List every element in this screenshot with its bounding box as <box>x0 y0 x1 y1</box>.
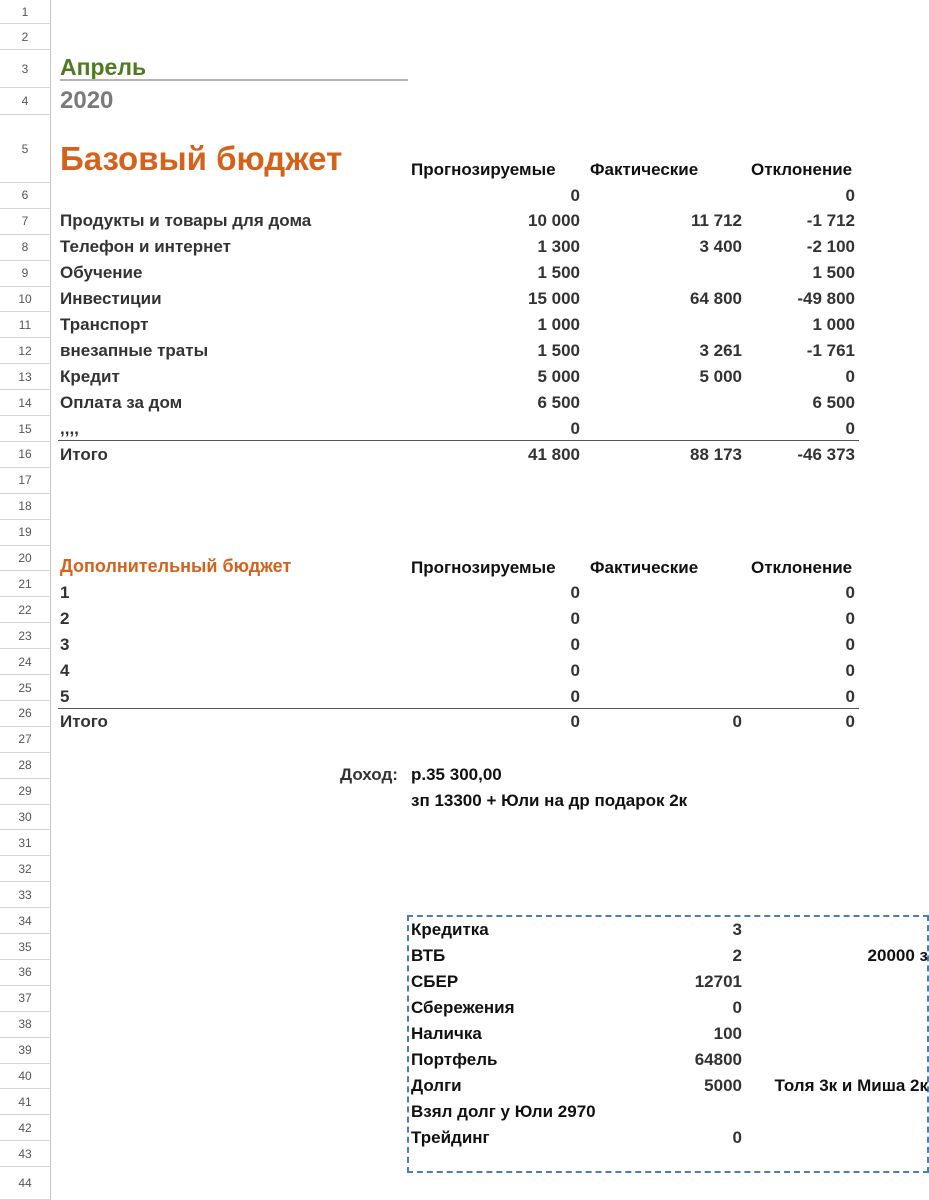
deviation-value[interactable]: 1 000 <box>812 315 855 334</box>
row-number[interactable]: 5 <box>0 115 50 183</box>
row-number[interactable]: 22 <box>0 597 50 623</box>
month-label: Апрель <box>60 54 147 80</box>
row-number[interactable]: 26 <box>0 701 50 727</box>
account-label[interactable]: Сбережения <box>411 998 515 1017</box>
column-header-actual: Фактические <box>590 160 699 179</box>
row-number[interactable]: 14 <box>0 390 50 416</box>
planned-value[interactable]: 15 000 <box>528 289 580 308</box>
planned-value[interactable]: 0 <box>570 419 580 438</box>
planned-value[interactable]: 1 000 <box>537 315 580 334</box>
row-number[interactable]: 39 <box>0 1038 50 1064</box>
account-value[interactable]: 2 <box>732 946 742 965</box>
account-label[interactable]: Кредитка <box>411 920 489 939</box>
row-number[interactable]: 7 <box>0 209 50 235</box>
planned-value[interactable]: 0 <box>570 583 580 602</box>
planned-value[interactable]: 1 300 <box>537 237 580 256</box>
account-value[interactable]: 100 <box>713 1024 742 1043</box>
row-number[interactable]: 15 <box>0 416 50 442</box>
total-label[interactable]: Итого <box>60 445 108 464</box>
planned-value[interactable]: 0 <box>570 687 580 706</box>
category-label[interactable]: Оплата за дом <box>60 393 183 412</box>
deviation-value[interactable]: 0 <box>845 661 855 680</box>
deviation-value[interactable]: -2 100 <box>806 237 855 256</box>
extra-row-label[interactable]: 2 <box>60 609 70 628</box>
row-number[interactable]: 36 <box>0 960 50 986</box>
row-number[interactable]: 2 <box>0 24 50 50</box>
row-number[interactable]: 40 <box>0 1064 50 1090</box>
category-label[interactable]: ,,,, <box>60 419 79 438</box>
extra-column-header-deviation: Отклонение <box>751 558 853 577</box>
planned-value[interactable]: 1 500 <box>537 341 580 360</box>
row-number[interactable]: 9 <box>0 261 50 287</box>
row-number[interactable]: 38 <box>0 1012 50 1038</box>
extra-row-label[interactable]: 1 <box>60 583 70 602</box>
row-number[interactable]: 33 <box>0 882 50 908</box>
deviation-value[interactable]: 6 500 <box>812 393 855 412</box>
category-label[interactable]: Инвестиции <box>60 289 162 308</box>
extra-column-header-actual: Фактические <box>590 558 699 577</box>
row-number[interactable]: 12 <box>0 338 50 364</box>
row-number[interactable]: 8 <box>0 235 50 261</box>
account-label[interactable]: ВТБ <box>411 946 446 965</box>
actual-value[interactable]: 64 800 <box>690 289 742 308</box>
row-number[interactable]: 23 <box>0 623 50 649</box>
planned-value[interactable]: 0 <box>570 661 580 680</box>
extra-row-label[interactable]: 4 <box>60 661 70 680</box>
category-label[interactable]: Телефон и интернет <box>60 237 231 256</box>
row-number[interactable]: 3 <box>0 50 50 88</box>
month-underline <box>60 79 408 81</box>
row-number[interactable]: 29 <box>0 779 50 805</box>
account-value[interactable]: 3 <box>732 920 742 939</box>
row-number[interactable]: 44 <box>0 1167 50 1200</box>
total-planned[interactable]: 0 <box>570 712 580 731</box>
row-header-column <box>0 0 51 1200</box>
row-number[interactable]: 11 <box>0 313 50 339</box>
base-total-divider <box>58 440 859 441</box>
category-label[interactable]: Продукты и товары для дома <box>60 211 312 230</box>
row-number[interactable]: 17 <box>0 468 50 494</box>
row-number[interactable]: 42 <box>0 1115 50 1141</box>
deviation-value[interactable]: 1 500 <box>812 263 855 282</box>
row-number[interactable]: 28 <box>0 753 50 779</box>
account-label[interactable]: Трейдинг <box>411 1128 490 1147</box>
account-value[interactable]: 5000 <box>704 1076 742 1095</box>
income-value[interactable]: р.35 300,00 <box>411 765 502 784</box>
row-number[interactable]: 32 <box>0 856 50 882</box>
row-number[interactable]: 27 <box>0 727 50 753</box>
row-number[interactable]: 31 <box>0 831 50 857</box>
actual-value[interactable]: 3 261 <box>699 341 742 360</box>
planned-value[interactable]: 0 <box>570 635 580 654</box>
deviation-value[interactable]: -1 712 <box>806 211 855 230</box>
row-number[interactable]: 43 <box>0 1141 50 1167</box>
account-note[interactable]: 20000 з <box>867 946 928 965</box>
account-label[interactable]: Наличка <box>411 1024 482 1043</box>
account-value[interactable]: 12701 <box>694 972 742 991</box>
category-label[interactable]: внезапные траты <box>60 341 209 360</box>
actual-value[interactable]: 5 000 <box>699 367 742 386</box>
row-number[interactable]: 10 <box>0 287 50 313</box>
row-number[interactable]: 18 <box>0 494 50 520</box>
extra-row-label[interactable]: 5 <box>60 687 70 706</box>
actual-value[interactable]: 11 712 <box>690 211 742 230</box>
account-value[interactable]: 64800 <box>694 1050 742 1069</box>
planned-value[interactable]: 6 500 <box>537 393 580 412</box>
extra-column-header-planned: Прогнозируемые <box>411 558 556 577</box>
extra-total-divider <box>58 708 859 709</box>
row-number[interactable]: 24 <box>0 649 50 675</box>
row-number[interactable]: 13 <box>0 364 50 390</box>
total-actual[interactable]: 88 173 <box>690 445 742 464</box>
extra-budget-title: Дополнительный бюджет <box>60 556 292 576</box>
row-number[interactable]: 16 <box>0 442 50 468</box>
income-label: Доход: <box>340 765 398 784</box>
planned-value[interactable]: 10 000 <box>528 211 580 230</box>
planned-value[interactable]: 0 <box>570 609 580 628</box>
actual-value[interactable]: 3 400 <box>699 237 742 256</box>
column-header-planned: Прогнозируемые <box>411 160 556 179</box>
account-note[interactable]: Толя 3к и Миша 2к <box>774 1076 928 1095</box>
year-label: 2020 <box>60 87 114 114</box>
account-value[interactable]: 0 <box>732 1128 742 1147</box>
column-header-deviation: Отклонение <box>751 160 853 179</box>
deviation-value[interactable]: -49 800 <box>797 289 855 308</box>
account-label[interactable]: Долги <box>411 1076 462 1095</box>
row-number[interactable]: 4 <box>0 88 50 115</box>
deviation-value[interactable]: 0 <box>845 419 855 438</box>
extra-row-label[interactable]: 3 <box>60 635 70 654</box>
row-number[interactable]: 1 <box>0 0 50 24</box>
deviation-value[interactable]: 0 <box>845 609 855 628</box>
row-number[interactable]: 35 <box>0 934 50 960</box>
row-number[interactable]: 30 <box>0 805 50 831</box>
row-number[interactable]: 19 <box>0 520 50 546</box>
total-actual[interactable]: 0 <box>732 712 742 731</box>
row-number[interactable]: 21 <box>0 572 50 598</box>
deviation-value[interactable]: 0 <box>845 635 855 654</box>
page-title: Базовый бюджет <box>60 140 343 177</box>
total-planned[interactable]: 41 800 <box>528 445 580 464</box>
row-number[interactable]: 34 <box>0 908 50 934</box>
account-label[interactable]: СБЕР <box>411 972 459 991</box>
deviation-value[interactable]: 0 <box>845 367 855 386</box>
account-label[interactable]: Взял долг у Юли 2970 <box>411 1102 596 1121</box>
account-label[interactable]: Портфель <box>411 1050 498 1069</box>
extra-total-label[interactable]: Итого <box>60 712 108 731</box>
planned-value[interactable]: 0 <box>570 186 580 205</box>
deviation-value[interactable]: 0 <box>845 687 855 706</box>
category-label[interactable]: Транспорт <box>60 315 149 334</box>
deviation-value[interactable]: 0 <box>845 583 855 602</box>
deviation-value[interactable]: 0 <box>845 186 855 205</box>
row-number[interactable]: 37 <box>0 986 50 1012</box>
category-label[interactable]: Кредит <box>60 367 120 386</box>
row-number[interactable]: 20 <box>0 546 50 572</box>
planned-value[interactable]: 1 500 <box>537 263 580 282</box>
total-deviation[interactable]: 0 <box>845 712 855 731</box>
category-label[interactable]: Обучение <box>60 263 143 282</box>
deviation-value[interactable]: -1 761 <box>806 341 855 360</box>
account-value[interactable]: 0 <box>732 998 742 1017</box>
planned-value[interactable]: 5 000 <box>537 367 580 386</box>
row-number[interactable]: 25 <box>0 675 50 701</box>
total-deviation[interactable]: -46 373 <box>797 445 855 464</box>
row-number[interactable]: 41 <box>0 1090 50 1116</box>
income-note[interactable]: зп 13300 + Юли на др подарок 2к <box>411 791 688 810</box>
row-number[interactable]: 6 <box>0 183 50 209</box>
